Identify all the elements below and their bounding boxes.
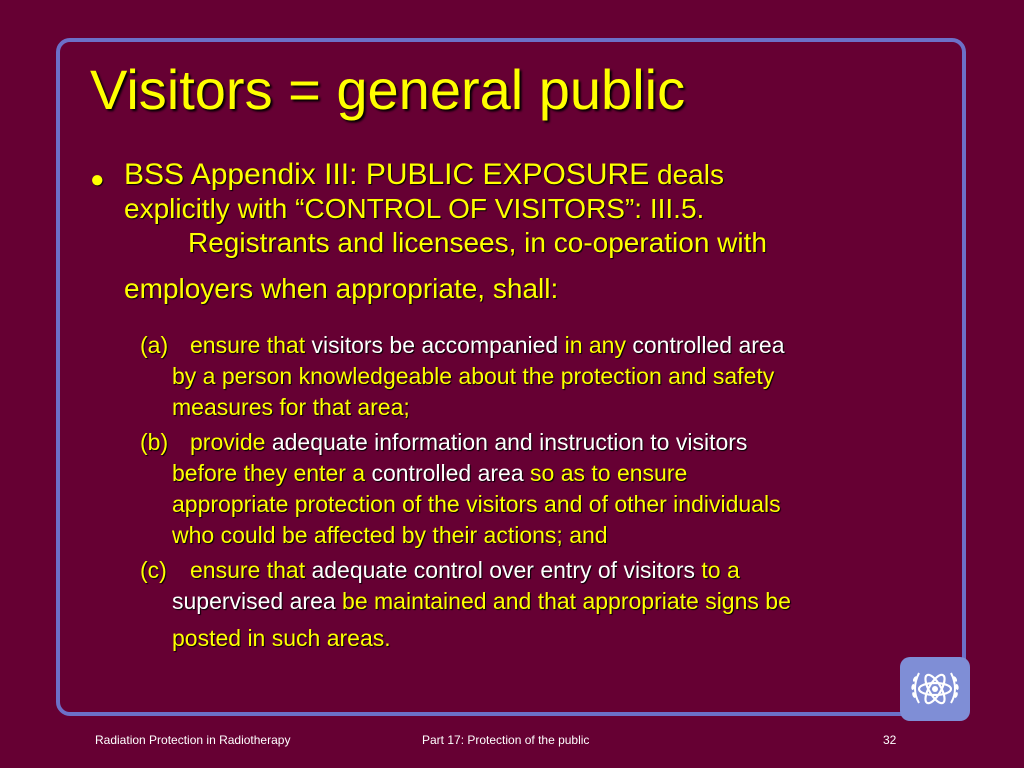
iaea-logo xyxy=(900,657,970,721)
sub-item-line xyxy=(172,392,940,423)
highlighted-text: controlled area xyxy=(371,460,524,486)
highlighted-text: adequate information and instruction to visitors xyxy=(271,429,748,455)
highlighted-text: supervised area xyxy=(172,588,336,614)
sub-item xyxy=(140,330,940,423)
bullet-line-2: explicitly with “CONTROL OF VISITORS”: III.5. xyxy=(124,193,705,224)
sub-item xyxy=(140,427,940,551)
sub-item-line xyxy=(172,520,940,551)
text-run: appropriate protection of the visitors and of other individuals xyxy=(172,491,781,517)
text-run: ensure that xyxy=(190,332,312,358)
sub-item xyxy=(140,555,940,654)
main-bullet xyxy=(90,158,920,306)
text-run: provide xyxy=(190,429,272,455)
footer-page-number: 32 xyxy=(883,733,897,747)
sub-item-line xyxy=(172,586,940,617)
sub-item-label: (b) xyxy=(140,429,169,455)
text-run: by a person knowledgeable about the protection and safety xyxy=(172,363,775,389)
text-run: before they enter a xyxy=(172,460,372,486)
slide-title: Visitors = general public xyxy=(90,58,686,121)
bullet-line-1-tail: deals xyxy=(657,159,724,190)
highlighted-text: visitors be accompanied xyxy=(311,332,559,358)
sub-item-line xyxy=(172,458,940,489)
sub-item-body xyxy=(140,555,940,654)
bullet-heading: BSS Appendix III: PUBLIC EXPOSURE xyxy=(124,158,650,191)
text-run: to a xyxy=(695,557,740,583)
sub-item-body xyxy=(140,330,940,423)
text-run: who could be affected by their actions; and xyxy=(172,522,608,548)
footer-course-title: Radiation Protection in Radiotherapy xyxy=(95,733,291,747)
sub-item-line xyxy=(172,427,940,458)
bullet-marker: ● xyxy=(90,166,105,193)
sub-items xyxy=(140,330,940,658)
iaea-atom-olive-wreath-icon xyxy=(905,659,965,719)
sub-item-body xyxy=(140,427,940,551)
bullet-line-4: employers when appropriate, shall: xyxy=(124,273,559,304)
text-run: measures for that area; xyxy=(172,394,410,420)
sub-item-line xyxy=(172,489,940,520)
sub-item-line xyxy=(172,361,940,392)
highlighted-text: adequate control over entry of visitors xyxy=(311,557,696,583)
text-run: so as to ensure xyxy=(523,460,688,486)
bullet-line-3: Registrants and licensees, in co-operation with xyxy=(188,227,767,258)
text-run: be maintained and that appropriate signs be xyxy=(335,588,791,614)
bullet-text xyxy=(124,158,920,306)
sub-item-label: (c) xyxy=(140,557,167,583)
sub-item-label: (a) xyxy=(140,332,169,358)
sub-item-line xyxy=(172,330,940,361)
text-run: ensure that xyxy=(190,557,312,583)
footer-part-title: Part 17: Protection of the public xyxy=(422,733,590,747)
highlighted-text: controlled area xyxy=(632,332,785,358)
bullet-line-1 xyxy=(124,158,920,192)
text-run: in any xyxy=(558,332,633,358)
sub-item-line xyxy=(172,555,940,586)
sub-item-line xyxy=(172,623,940,654)
text-run: posted in such areas. xyxy=(172,625,391,651)
